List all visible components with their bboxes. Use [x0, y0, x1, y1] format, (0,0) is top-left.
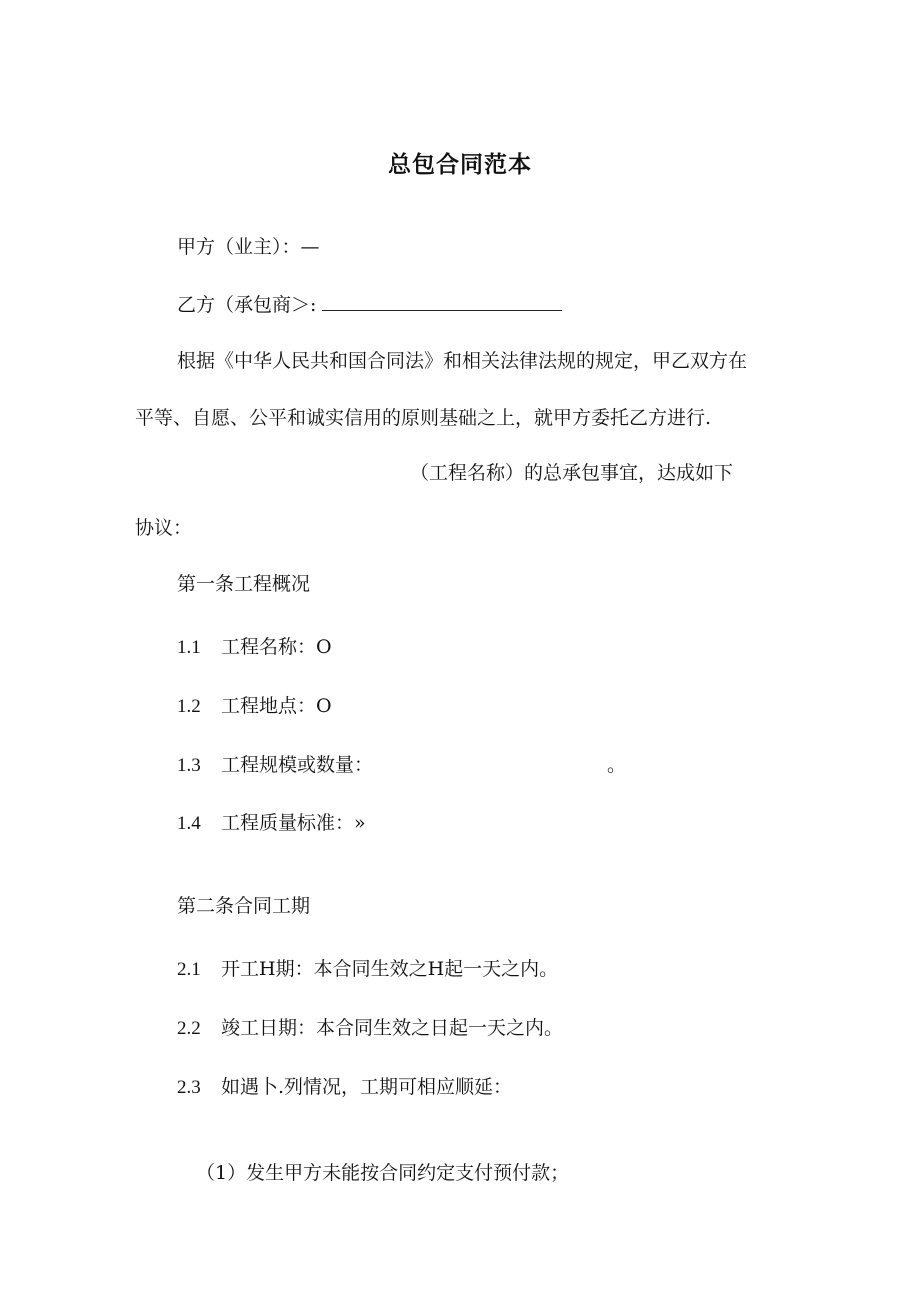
- party-b-blank: [322, 292, 562, 311]
- item-text: 工程名称：O: [221, 636, 332, 658]
- party-b-line: [177, 292, 562, 317]
- item-text: 如遇卜.列情况，工期可相应顺延：: [221, 1076, 513, 1098]
- item-number: 2.1: [177, 959, 201, 980]
- intro-line-1: 根据《中华人民共和国合同法》和相关法律法规的规定，甲乙双方在: [177, 350, 748, 372]
- intro-line-2: 平等、自愿、公平和诚实信用的原则基础之上，就甲方委托乙方进行.: [135, 407, 712, 429]
- article-2-item: [177, 1075, 512, 1100]
- item-number: 1.1: [177, 637, 201, 658]
- article-1-item: [177, 753, 373, 778]
- party-b-label: 乙方（承包商＞:: [177, 294, 317, 316]
- item-1-3-end-mark: 。: [607, 754, 627, 776]
- item-text: 开工H期：本合同生效之H起一天之内。: [221, 958, 559, 980]
- item-number: 1.3: [177, 755, 201, 776]
- item-number: 2.3: [177, 1077, 201, 1098]
- document-title: 总包合同范本: [388, 152, 532, 178]
- article-1-item: [177, 811, 366, 836]
- article-2-item: [177, 957, 558, 982]
- article-2-heading: 第二条合同工期: [177, 895, 311, 917]
- article-2-item: [177, 1016, 563, 1041]
- item-number: 1.2: [177, 696, 201, 717]
- item-number: 2.2: [177, 1018, 201, 1039]
- item-number: 1.4: [177, 813, 201, 834]
- item-text: 工程规模或数量：: [221, 754, 374, 776]
- article-1-item: [177, 694, 332, 719]
- article-1-heading: 第一条工程概况: [177, 573, 311, 595]
- party-a-line: 甲方（业主）：—: [177, 236, 320, 258]
- intro-line-4: 协议：: [135, 517, 193, 539]
- item-text: 工程地点：O: [221, 695, 332, 717]
- article-1-item: [177, 635, 332, 660]
- intro-line-3: （工程名称）的总承包事宜，达成如下: [410, 462, 734, 484]
- item-text: 工程质量标准：»: [221, 812, 366, 834]
- clause-1: （1）发生甲方未能按合同约定支付预付款；: [196, 1162, 570, 1184]
- item-text: 竣工日期：本合同生效之日起一天之内。: [221, 1017, 564, 1039]
